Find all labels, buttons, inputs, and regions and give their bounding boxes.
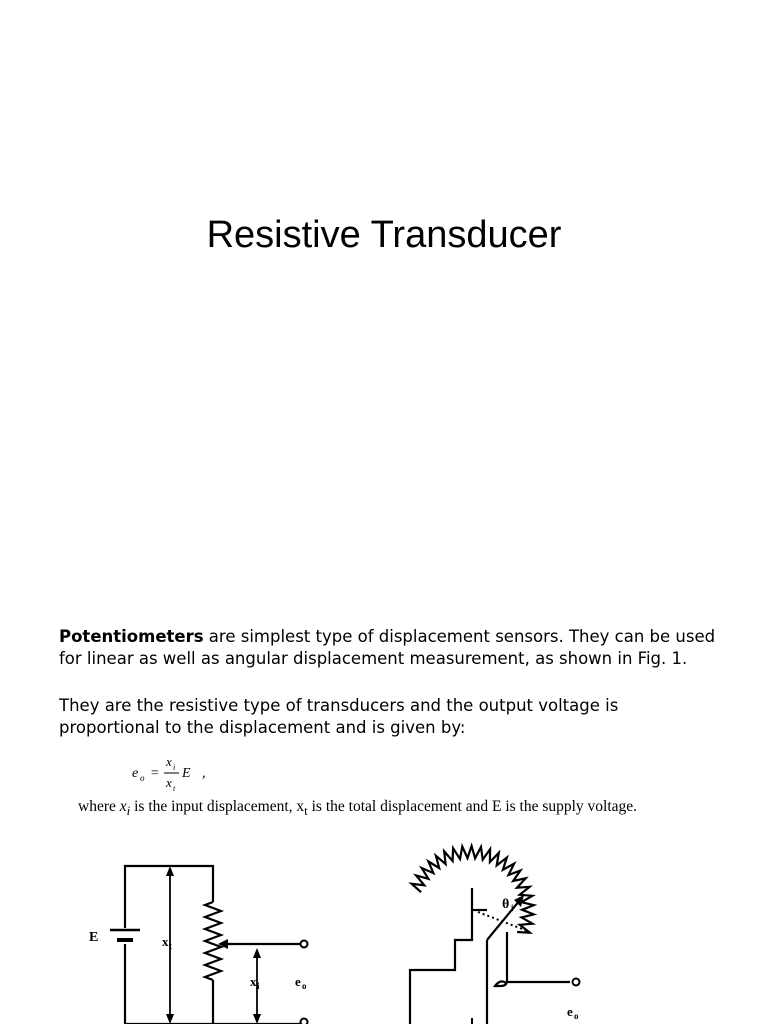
supply-label: E (89, 930, 99, 945)
transducer-paragraph: They are the resistive type of transducers and the output voltage is proportional to the displacement and is given by: (59, 696, 619, 737)
eo-label: e (295, 974, 301, 989)
potentiometer-description: are simplest type of displacement sensors. They can be used for linear as well as angular displacement measurement, as shown in Fig. 1. (59, 627, 716, 668)
xi-subscript: i (126, 803, 131, 819)
where-text-1: where (78, 798, 120, 815)
theta-label-sub: i (511, 903, 514, 913)
xt-label-sub: t (169, 941, 172, 951)
xi-arrow-top (253, 948, 261, 958)
xi-arrow-bottom (253, 1014, 261, 1024)
potentiometer-figure (0, 820, 768, 1024)
xt-subscript: t (304, 803, 308, 819)
theta-label: θ (502, 897, 510, 912)
output-terminal-top (301, 941, 308, 948)
xi-symbol: x (119, 798, 127, 815)
xt-label: x (162, 934, 169, 949)
page-title: Resistive Transducer (206, 214, 562, 256)
potentiometers-term: Potentiometers (59, 627, 204, 646)
angular-right-wire (495, 932, 507, 986)
formula-denominator: x (166, 775, 172, 790)
linear-potentiometer-circuit (125, 866, 300, 1024)
xi-label-sub: i (257, 981, 260, 991)
where-text-3: is the total displacement and E is the supply voltage. (307, 798, 638, 815)
formula-rhs: E (182, 766, 191, 781)
formula-denominator-sub: t (173, 784, 176, 793)
formula-numerator-sub: i (173, 763, 176, 772)
eo2-label-sub: o (574, 1011, 579, 1021)
xt-arrow-top (166, 866, 174, 876)
xt-arrow-bottom (166, 1014, 174, 1024)
where-text-2: is the input displacement, x (130, 798, 305, 815)
eo-label-sub: o (302, 981, 307, 991)
output-voltage-formula (130, 752, 240, 799)
formula-comma: , (202, 766, 206, 781)
eo2-label: e (567, 1004, 573, 1019)
variable-definitions (78, 798, 637, 819)
formula-graphic (130, 752, 240, 794)
resistor-zigzag (205, 902, 221, 980)
output-terminal-bottom (301, 1019, 308, 1024)
theta-reference-line (478, 912, 530, 932)
angular-output-terminal (573, 979, 580, 986)
formula-lhs: e (132, 766, 139, 781)
angular-potentiometer-wiring (410, 888, 570, 1024)
formula-equals: = (150, 766, 160, 781)
potentiometer-paragraph (59, 626, 719, 670)
angular-left-wire (410, 888, 472, 1024)
xi-label: x (250, 974, 257, 989)
formula-lhs-sub: o (140, 773, 145, 783)
formula-numerator: x (166, 754, 172, 769)
